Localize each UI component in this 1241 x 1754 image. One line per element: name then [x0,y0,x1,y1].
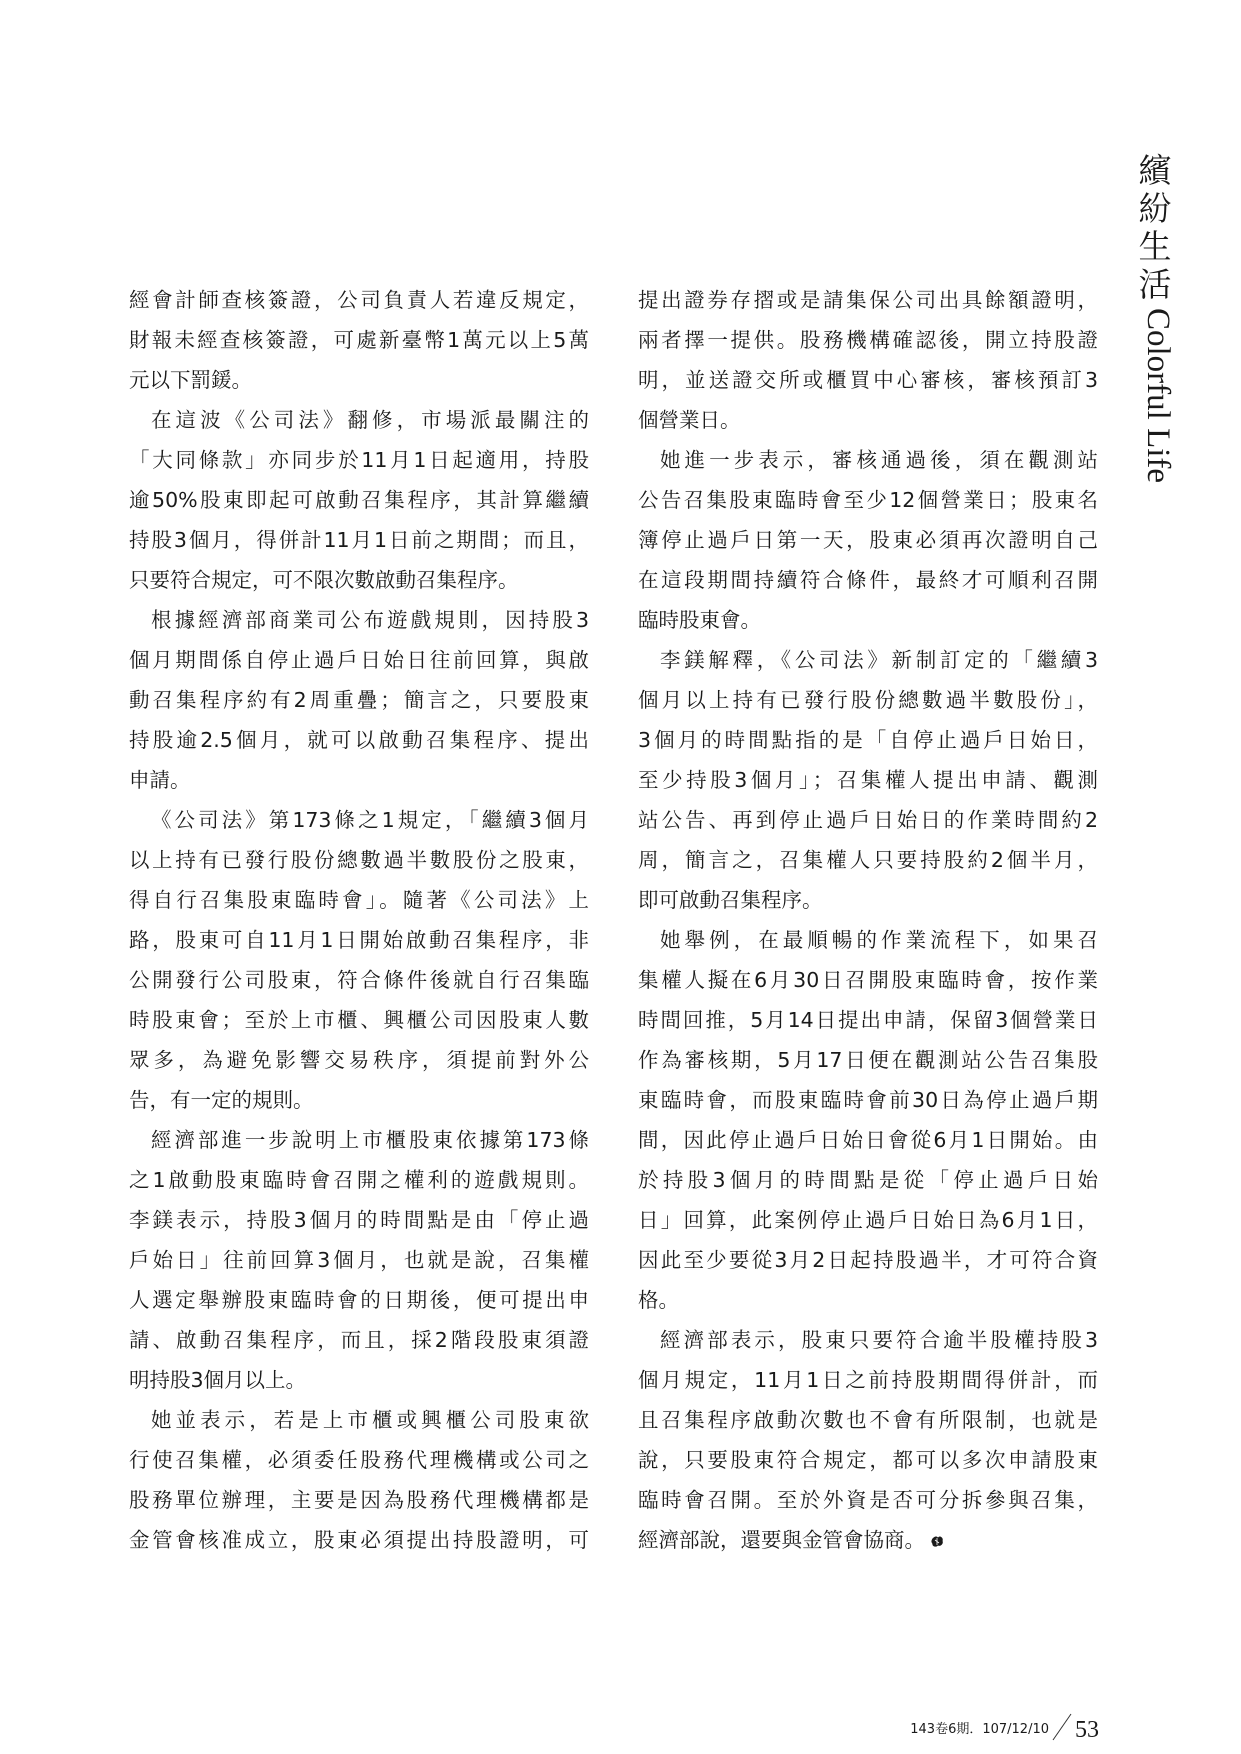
text-line: 《公司法》第173條之1規定，「繼續3個月 [151,808,589,832]
text-line: 公告召集股東臨時會至少12個營業日；股東名 [638,488,1098,512]
page-footer [910,1712,1099,1742]
text-line: 以上持有已發行股份總數過半數股份之股東， [129,848,589,872]
text-line: 個月規定，11月1日之前持股期間得併計，而 [638,1368,1098,1392]
left-column [129,280,589,1560]
paragraph [129,600,589,800]
text-line: 申請。 [129,768,191,792]
text-line: 逾50%股東即起可啟動召集程序，其計算繼續 [129,488,589,512]
text-line: 路，股東可自11月1日開始啟動召集程序，非 [129,928,589,952]
text-line: 得自行召集股東臨時會」。隨著《公司法》上 [129,888,589,912]
text-line: 明，並送證交所或櫃買中心審核，審核預訂3 [638,368,1098,392]
text-line: 眾多，為避免影響交易秩序，須提前對外公 [129,1048,589,1072]
text-line: 持股3個月，得併計11月1日前之期間；而且， [129,528,589,552]
right-column [638,280,1098,1560]
paragraph [129,1120,589,1400]
text-line: 個月期間係自停止過戶日始日往前回算，與啟 [129,648,589,672]
text-line: 只要符合規定，可不限次數啟動召集程序。 [129,568,519,592]
text-line: 臨時股東會。 [638,608,761,632]
text-line: 臨時會召開。至於外資是否可分拆參與召集， [638,1488,1098,1512]
text-line: 李鎂解釋，《公司法》新制訂定的「繼續3 [660,648,1098,672]
text-line: 請、啟動召集程序，而且，採2階段股東須證 [129,1328,589,1352]
text-line: 於持股3個月的時間點是從「停止過戶日始 [638,1168,1098,1192]
text-line: 個月以上持有已發行股份總數過半數股份」， [638,688,1098,712]
text-line: 根據經濟部商業司公布遊戲規則，因持股3 [151,608,589,632]
text-line: 時股東會；至於上市櫃、興櫃公司因股東人數 [129,1008,589,1032]
text-line: 財報未經查核簽證，可處新臺幣1萬元以上5萬 [129,328,589,352]
text-line: 簿停止過戶日第一天，股東必須再次證明自己 [638,528,1098,552]
text-line: 元以下罰鍰。 [129,368,252,392]
paragraph [638,280,1098,440]
text-line: 周，簡言之，召集權人只要持股約2個半月， [638,848,1098,872]
paragraph [638,440,1098,640]
page-number: 53 [1075,1717,1099,1743]
section-title [1135,152,1175,483]
text-line: 至少持股3個月」；召集權人提出申請、觀測 [638,768,1098,792]
text-line: 3個月的時間點指的是「自停止過戶日始日， [638,728,1098,752]
text-line: 格。 [638,1288,679,1312]
section-title-english: Colorful Life [1140,308,1176,484]
text-line: 站公告、再到停止過戶日始日的作業時間約2 [638,808,1098,832]
text-line: 日」回算，此案例停止過戶日始日為6月1日， [638,1208,1098,1232]
text-line: 「大同條款」亦同步於11月1日起適用，持股 [129,448,589,472]
end-of-article-icon [929,1534,945,1548]
paragraph [129,1400,589,1560]
text-line: 明持股3個月以上。 [129,1368,307,1392]
section-title-chinese: 繽紛生活 [1138,151,1172,304]
text-line: 李鎂表示，持股3個月的時間點是由「停止過 [129,1208,589,1232]
text-line: 經濟部說，還要與金管會協商。 [638,1520,1098,1560]
paragraph [129,400,589,600]
text-line: 因此至少要從3月2日起持股過半，才可符合資 [638,1248,1098,1272]
text-line: 東臨時會，而股東臨時會前30日為停止過戶期 [638,1088,1098,1112]
text-line: 戶始日」往前回算3個月，也就是說，召集權 [129,1248,589,1272]
paragraph [638,640,1098,920]
text-line: 動召集程序約有2周重疊；簡言之，只要股東 [129,688,589,712]
text-line: 即可啟動召集程序。 [638,888,823,912]
text-line: 她並表示，若是上市櫃或興櫃公司股東欲 [151,1408,589,1432]
text-line: 時間回推，5月14日提出申請，保留3個營業日 [638,1008,1098,1032]
text-line: 且召集程序啟動次數也不會有所限制，也就是 [638,1408,1098,1432]
text-line: 之1啟動股東臨時會召開之權利的遊戲規則。 [129,1168,589,1192]
text-line: 兩者擇一提供。股務機構確認後，開立持股證 [638,328,1098,352]
text-line: 經濟部表示，股東只要符合逾半股權持股3 [660,1328,1098,1352]
text-line: 金管會核准成立，股東必須提出持股證明，可 [129,1528,589,1552]
text-line: 集權人擬在6月30日召開股東臨時會，按作業 [638,968,1098,992]
text-line: 經會計師查核簽證，公司負責人若違反規定， [129,288,589,312]
text-line: 她舉例，在最順暢的作業流程下，如果召 [660,928,1098,952]
text-line: 間，因此停止過戶日始日會從6月1日開始。由 [638,1128,1098,1152]
paragraph [638,1320,1098,1560]
text-line: 在這段期間持續符合條件，最終才可順利召開 [638,568,1098,592]
paragraph [638,920,1098,1320]
paragraph [129,800,589,1120]
paragraph [129,280,589,400]
text-line: 在這波《公司法》翻修，市場派最關注的 [151,408,589,432]
text-line: 行使召集權，必須委任股務代理機構或公司之 [129,1448,589,1472]
text-line: 說，只要股東符合規定，都可以多次申請股東 [638,1448,1098,1472]
text-line: 提出證券存摺或是請集保公司出具餘額證明， [638,288,1098,312]
issue-info: 143卷6期．107/12/10 [910,1722,1049,1737]
text-line: 人選定舉辦股東臨時會的日期後，便可提出申 [129,1288,589,1312]
text-line: 告，有一定的規則。 [129,1088,314,1112]
text-line: 經濟部進一步說明上市櫃股東依據第173條 [151,1128,589,1152]
text-line: 持股逾2.5個月，就可以啟動召集程序、提出 [129,728,589,752]
text-line: 作為審核期，5月17日便在觀測站公告召集股 [638,1048,1098,1072]
text-line: 股務單位辦理，主要是因為股務代理機構都是 [129,1488,589,1512]
text-line: 她進一步表示，審核通過後，須在觀測站 [660,448,1098,472]
divider-slash [1051,1712,1073,1742]
text-line: 個營業日。 [638,408,741,432]
text-line: 公開發行公司股東，符合條件後就自行召集臨 [129,968,589,992]
